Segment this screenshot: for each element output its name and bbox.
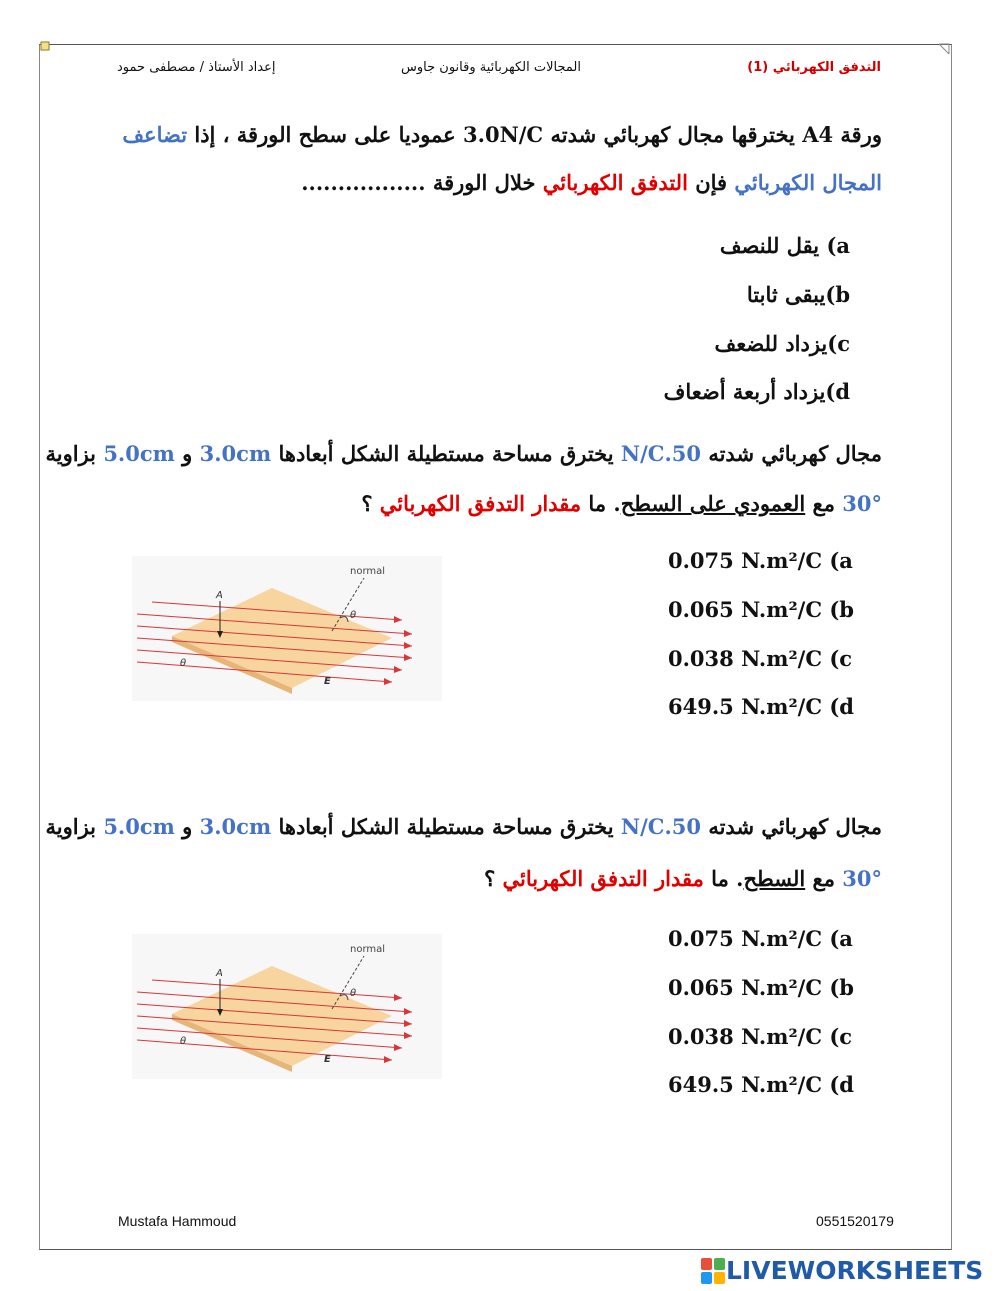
q2-line2: 30° مع العمودي على السطح. ما مقدار التدفق الكهربائي ؟ [361,491,882,516]
q3-reference: السطح [743,866,806,891]
field-label: E [324,676,331,687]
q1-option-c[interactable]: c)يزداد للضعف [714,331,850,356]
q1-keyword-field: المجال الكهربائي [734,170,882,195]
q2-option-a[interactable]: 0.075 N.m²/C (a [668,548,853,573]
q1-line2: المجال الكهربائي فإن التدفق الكهربائي خلال الورقة ................. [301,170,882,195]
q2-reference: العمودي على السطح [620,491,806,516]
q2-line1: مجال كهربائي شدته 50.N/C يخترق مساحة مستطيلة الشكل أبعادها 3.0cm و 5.0cm بزاوية [45,441,882,466]
q2-dim1: 3.0cm [199,441,272,466]
q2-option-c[interactable]: 0.038 N.m²/C (c [668,646,853,671]
flux-diagram-1 [132,556,442,701]
theta-label-top: θ [350,610,357,621]
field-label: E [324,1054,331,1065]
q3-dim2: 5.0cm [103,814,175,839]
q2-keyword-flux: مقدار التدفق الكهربائي [379,491,582,516]
q3-line1: مجال كهربائي شدته 50.N/C يخترق مساحة مستطيلة الشكل أبعادها 3.0cm و 5.0cm بزاوية [45,814,882,839]
q3-angle: 30° [842,866,882,891]
q1-text: ورقة A4 يخترقها مجال كهربائي شدته 3.0N/C عموديا على سطح الورقة ، إذا [187,122,882,147]
q2-option-d[interactable]: 649.5 N.m²/C (d [668,694,854,719]
q1-keyword-flux: التدفق الكهربائي [542,170,688,195]
fold-corner-icon [938,43,950,55]
liveworksheets-logo[interactable] [700,1256,983,1285]
worksheet-author: إعداد الأستاذ / مصطفى حمود [117,60,276,75]
worksheet-subject: المجالات الكهربائية وقانون جاوس [401,60,581,75]
q3-option-d[interactable]: 649.5 N.m²/C (d [668,1072,854,1097]
theta-label-top: θ [350,988,357,999]
q2-field-value: 50.N/C [620,441,702,466]
area-label: A [216,968,223,979]
liveworksheets-logo-icon [700,1257,726,1285]
q1-keyword-double: تضاعف [122,122,188,147]
q3-keyword-flux: مقدار التدفق الكهربائي [502,866,704,891]
flux-diagram-2 [132,934,442,1079]
q3-dim1: 3.0cm [199,814,272,839]
brand-name: LIVEWORKSHEETS [726,1256,984,1285]
normal-label: normal [350,944,386,955]
q3-field-value: 50.N/C [620,814,702,839]
footer-phone: 0551520179 [816,1213,894,1229]
q3-option-c[interactable]: 0.038 N.m²/C (c [668,1024,853,1049]
q3-line2: 30° مع السطح. ما مقدار التدفق الكهربائي ؟ [484,866,882,891]
area-label: A [216,590,223,601]
worksheet-title: التدفق الكهربائي (1) [747,60,881,75]
q1-option-b[interactable]: b)يبقى ثابتا [746,282,850,307]
q2-option-b[interactable]: 0.065 N.m²/C (b [668,597,854,622]
q3-option-b[interactable]: 0.065 N.m²/C (b [668,975,854,1000]
q2-angle: 30° [842,491,882,516]
q1-option-d[interactable]: d)يزداد أربعة أضعاف [663,379,850,404]
q3-option-a[interactable]: 0.075 N.m²/C (a [668,926,853,951]
theta-label-side: θ [180,1036,187,1047]
pin-icon [40,41,50,51]
q1-option-a[interactable]: a) يقل للنصف [719,233,850,258]
q1-line1 [122,122,882,147]
footer-author-name: Mustafa Hammoud [118,1213,237,1229]
theta-label-side: θ [180,658,187,669]
q2-dim2: 5.0cm [103,441,175,466]
normal-label: normal [350,566,386,577]
